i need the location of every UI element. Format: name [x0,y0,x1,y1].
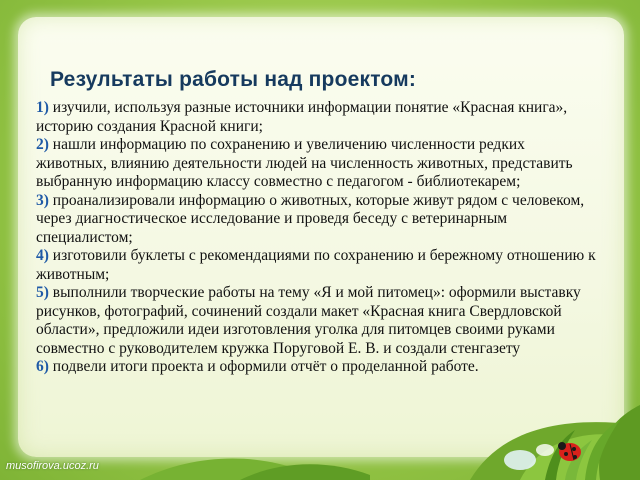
result-text: изучили, используя разные источники информации понятие «Красная книга», историю создания Красной книги; [36,99,568,135]
result-text: выполнили творческие работы на тему «Я и мой питомец»: оформили выставку рисунков, фотографий, сочинений создали макет «Красная книга Свердловской области», предложили идеи изготовления уголка для питомцев своими руками совместно с руководителем кружка Поруговой Е. В. и создали стенгазету [36,284,581,357]
result-number: 5) [36,284,49,301]
water-drop-icon [536,444,554,456]
water-drop-icon [504,450,536,470]
result-text: подвели итоги проекта и оформили отчёт о проделанной работе. [52,358,479,375]
slide-title: Результаты работы над проектом: [50,68,417,91]
result-number: 3) [36,191,49,209]
result-text: изготовили буклеты с рекомендациями по сохранению и бережному отношению к животным; [36,247,596,283]
result-number: 6) [36,358,49,375]
result-number: 2) [36,136,49,153]
watermark: musofirova.ucoz.ru [6,460,99,472]
result-number: 1) [36,99,49,116]
result-text: нашли информацию по сохранению и увеличению численности редких животных, влиянию деятельности людей на численность животных, представить выбранную информацию классу совместно с педагогом - библиотекарем; [36,136,573,190]
result-number: 4) [36,247,49,264]
result-text: проанализировали информацию о животных, которые живут рядом с человеком, через диагностическое исследование и проведя беседу с ветеринарным специалистом; [36,191,585,246]
